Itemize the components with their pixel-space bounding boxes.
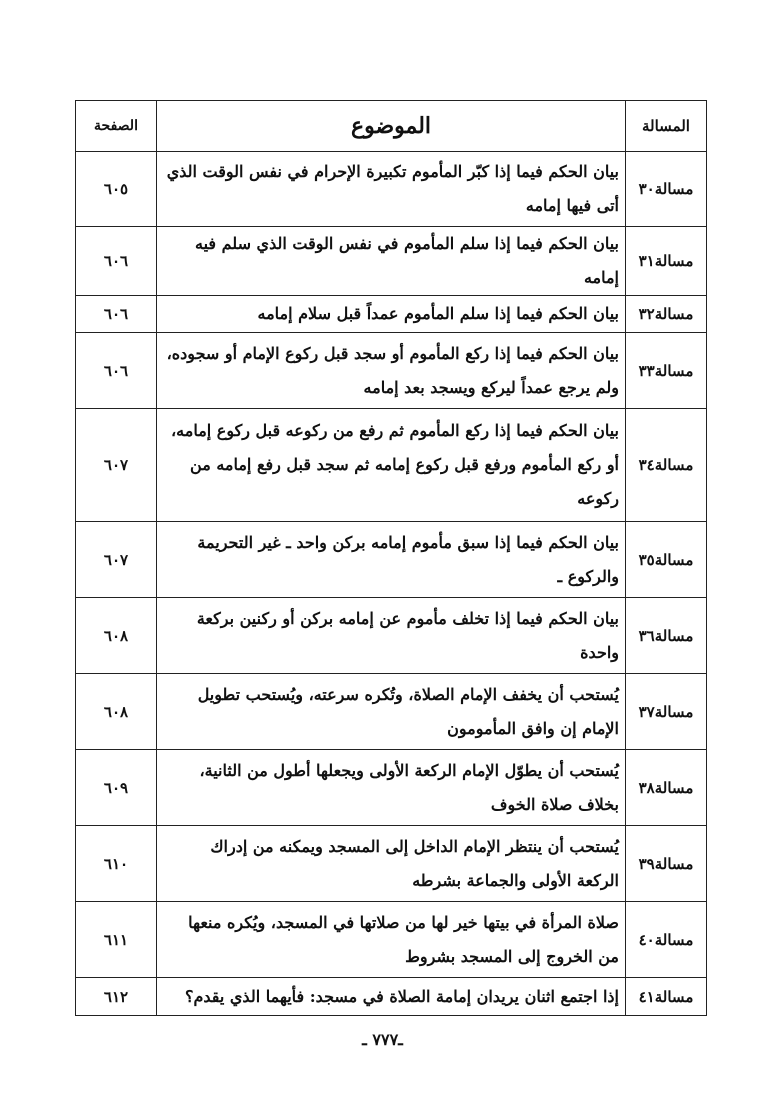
table-row bbox=[76, 902, 707, 978]
table-row bbox=[76, 674, 707, 750]
issue-number: مسالة٣٦ bbox=[626, 598, 707, 674]
page-footer-number: ـ٧٧٧ ـ bbox=[362, 1030, 403, 1049]
page-number: ٦٠٧ bbox=[76, 522, 157, 598]
page-number: ٦٠٦ bbox=[76, 296, 157, 333]
table-row bbox=[76, 826, 707, 902]
table-row bbox=[76, 296, 707, 333]
table-row bbox=[76, 750, 707, 826]
issue-number: مسالة٣٢ bbox=[626, 296, 707, 333]
topic-text: بيان الحكم فيما إذا سلم المأموم عمداً قبل سلام إمامه bbox=[157, 296, 626, 333]
issue-number: مسالة٣٠ bbox=[626, 152, 707, 227]
issue-number: مسالة٤٠ bbox=[626, 902, 707, 978]
topic-text: بيان الحكم فيما إذا كبّر المأموم تكبيرة الإحرام في نفس الوقت الذي أتى فيها إمامه bbox=[157, 152, 626, 227]
topic-text: بيان الحكم فيما إذا ركع المأموم ثم رفع من ركوعه قبل ركوع إمامه، أو ركع المأموم ورفع قبل ركوع إمامه ثم سجد قبل رفع إمامه من ركوعه bbox=[157, 409, 626, 522]
table-row bbox=[76, 333, 707, 409]
page-number: ٦١٢ bbox=[76, 978, 157, 1016]
page-number: ٦٠٥ bbox=[76, 152, 157, 227]
issue-number: مسالة٣٩ bbox=[626, 826, 707, 902]
page-number: ٦٠٦ bbox=[76, 333, 157, 409]
topic-text: إذا اجتمع اثنان يريدان إمامة الصلاة في مسجد: فأيهما الذي يقدم؟ bbox=[157, 978, 626, 1016]
topic-text: يُستحب أن يخفف الإمام الصلاة، وتُكره سرعته، ويُستحب تطويل الإمام إن وافق المأمومون bbox=[157, 674, 626, 750]
page-number: ٦١١ bbox=[76, 902, 157, 978]
topic-text: صلاة المرأة في بيتها خير لها من صلاتها في المسجد، ويُكره منعها من الخروج إلى المسجد بشروط bbox=[157, 902, 626, 978]
page-number: ٦٠٧ bbox=[76, 409, 157, 522]
topic-text: يُستحب أن يطوّل الإمام الركعة الأولى ويجعلها أطول من الثانية، بخلاف صلاة الخوف bbox=[157, 750, 626, 826]
topic-text: بيان الحكم فيما إذا ركع المأموم أو سجد قبل ركوع الإمام أو سجوده، ولم يرجع عمداً ليركع ويسجد بعد إمامه bbox=[157, 333, 626, 409]
page-number: ٦٠٨ bbox=[76, 598, 157, 674]
page-number: ٦٠٦ bbox=[76, 227, 157, 296]
table-row bbox=[76, 152, 707, 227]
table-row bbox=[76, 409, 707, 522]
table-row bbox=[76, 227, 707, 296]
issue-number: مسالة٣١ bbox=[626, 227, 707, 296]
table-row bbox=[76, 978, 707, 1016]
header-topic: الموضوع bbox=[157, 101, 626, 152]
issue-number: مسالة٤١ bbox=[626, 978, 707, 1016]
issue-number: مسالة٣٨ bbox=[626, 750, 707, 826]
issue-number: مسالة٣٤ bbox=[626, 409, 707, 522]
topic-text: بيان الحكم فيما إذا تخلف مأموم عن إمامه بركن أو ركنين بركعة واحدة bbox=[157, 598, 626, 674]
index-table bbox=[75, 100, 707, 1016]
topic-text: بيان الحكم فيما إذا سبق مأموم إمامه بركن واحد ـ غير التحريمة والركوع ـ bbox=[157, 522, 626, 598]
header-page: الصفحة bbox=[76, 101, 157, 152]
topic-text: يُستحب أن ينتظر الإمام الداخل إلى المسجد ويمكنه من إدراك الركعة الأولى والجماعة بشرطه bbox=[157, 826, 626, 902]
table-header-row bbox=[76, 101, 707, 152]
table-row bbox=[76, 522, 707, 598]
issue-number: مسالة٣٥ bbox=[626, 522, 707, 598]
table-row bbox=[76, 598, 707, 674]
header-issue: المسالة bbox=[626, 101, 707, 152]
issue-number: مسالة٣٣ bbox=[626, 333, 707, 409]
topic-text: بيان الحكم فيما إذا سلم المأموم في نفس الوقت الذي سلم فيه إمامه bbox=[157, 227, 626, 296]
page-number: ٦٠٨ bbox=[76, 674, 157, 750]
page-number: ٦١٠ bbox=[76, 826, 157, 902]
issue-number: مسالة٣٧ bbox=[626, 674, 707, 750]
page-number: ٦٠٩ bbox=[76, 750, 157, 826]
